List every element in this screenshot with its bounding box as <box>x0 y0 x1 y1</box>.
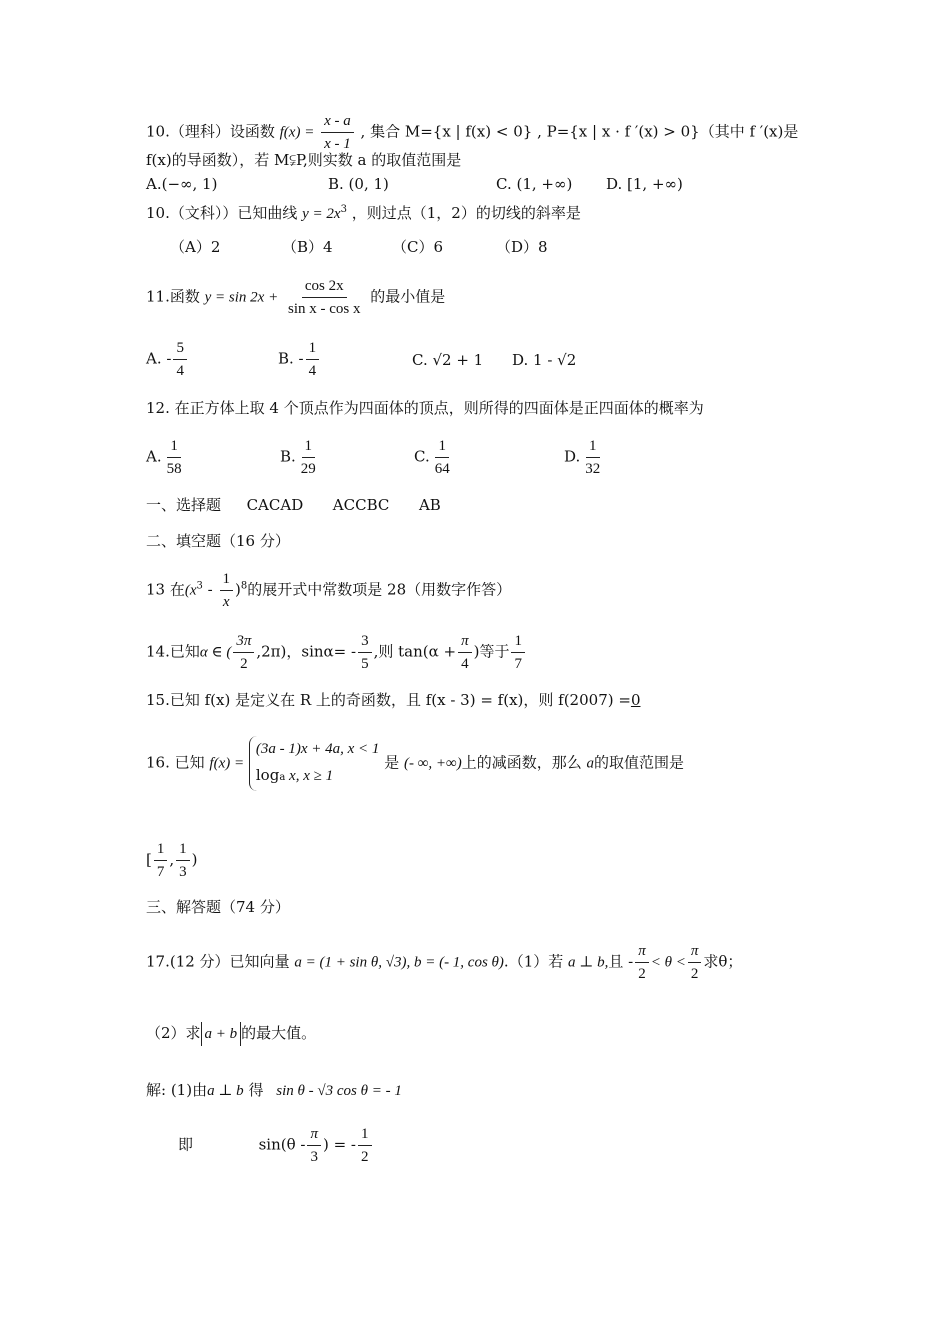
solution-line2: 即 sin(θ - $\frac{\pi}{3}$ ) = - $\frac{1}{2}$ <box>178 1123 374 1168</box>
q10-li-set-p: , P={x | x · f ′(x) > 0}（其中 f ′(x)是 <box>537 122 799 141</box>
section2-title: 二、填空题（16 分） <box>146 532 290 550</box>
q10-li-opt-d: D. [1, +∞) <box>606 175 683 193</box>
q10-li-set-m: , 集合 M={x | f(x) < 0} <box>360 122 533 141</box>
q12-opt-c: C. $\frac{1}{64}$ <box>414 435 564 480</box>
q10-li-opt-c: C. (1, +∞) <box>496 175 573 193</box>
q13-answer: 28 <box>387 580 407 599</box>
q12-opt-b: B. $\frac{1}{29}$ <box>280 435 414 480</box>
section1-line <box>146 495 441 515</box>
q11-opt-a: A. - $\frac{5}{4}$ <box>146 337 278 382</box>
q14-line: 14.已知α ∈ ( $\frac{3\pi}{2}$ ,2π)，sinα= - $\frac{3}{5}$ ,则 tan(α + $\frac{\pi}{4}$ )等于 $\frac{1}{7}$ <box>146 630 527 675</box>
solution-line1: 解: (1)由a ⊥ b 得 sin θ - √3 cos θ = - 1 <box>146 1081 402 1099</box>
q11-expr: y = sin 2x + <box>204 289 279 306</box>
section1-title: 一、选择题 <box>146 496 222 514</box>
q11-opt-b: B. - $\frac{1}{4}$ <box>278 337 412 382</box>
q16-piecewise: (3a - 1)x + 4a, x < 1 loga x, x ≥ 1 <box>249 736 380 791</box>
q17-abs: a + b <box>201 1022 242 1046</box>
q10-wen-label: 10.（文科））已知曲线 <box>146 204 298 222</box>
q11-rest: 的最小值是 <box>370 287 446 306</box>
q10-wen-opt-c: （C）6 <box>392 238 444 256</box>
q15-text: 15.已知 f(x) 是定义在 R 上的奇函数，且 f(x - 3) = f(x)，则 f(2007) = <box>146 691 631 709</box>
q14-answer: $\frac{1}{7}$ <box>511 630 525 675</box>
q10-li-frac: $\frac{x - a}{x - 1}$ <box>321 110 354 155</box>
q12-opt-d: D. $\frac{1}{32}$ <box>564 435 605 480</box>
q11-frac: $\frac{\cos 2x}{\text{sin x - cos x}}$ <box>285 275 364 320</box>
section1-answer-2: ACCBC <box>332 496 390 514</box>
q10-li-opt-b: B. (0, 1) <box>328 175 389 193</box>
q10-wen-curve: y = 2x <box>302 206 341 222</box>
q12-text: 12. 在正方体上取 4 个顶点作为四面体的顶点，则所得的四面体是正四面体的概率为 <box>146 399 704 417</box>
q10-li-options <box>146 174 683 194</box>
solution-eq1: sin θ - √3 cos θ = - 1 <box>276 1083 402 1099</box>
q10-li-line2: f(x)的导函数），若 M⫋P,则实数 a 的取值范围是 <box>146 151 462 169</box>
q17-line2: （2）求 a + b 的最大值。 <box>146 1023 316 1044</box>
q11-line <box>146 275 445 320</box>
q15-line <box>146 690 640 710</box>
q10-li-line1 <box>146 110 798 155</box>
q12-opt-a: A. $\frac{1}{58}$ <box>146 435 280 480</box>
q10-wen-options <box>170 237 548 257</box>
q10-li-opt-a: A.(−∞, 1) <box>146 175 218 193</box>
q13-frac: $\frac{1}{x}$ <box>220 568 234 613</box>
q10-wen-opt-d: （D）8 <box>496 238 548 256</box>
section1-answer-1: CACAD <box>246 496 304 514</box>
q10-li-fx: f(x) = <box>279 124 315 141</box>
q15-answer: 0 <box>630 691 641 709</box>
q11-opt-c: C. √2 + 1 <box>412 350 484 369</box>
q10-wen-opt-b: （B）4 <box>282 238 333 256</box>
q10-wen-exp: 3 <box>340 204 347 215</box>
q16-line: 16. 已知 f(x) = (3a - 1)x + 4a, x < 1 loga x, x ≥ 1 是 (- ∞, +∞)上的减函数，那么 a的取值范围是 <box>146 736 808 791</box>
q11-label: 11.函数 <box>146 287 200 306</box>
q16-answer: [ $\frac{1}{7}$ , $\frac{1}{3}$ ) <box>146 838 198 883</box>
q13-pre: 13 在 <box>146 580 185 599</box>
section1-answer-3: AB <box>418 496 441 514</box>
q10-li-label: 10.（理科）设函数 <box>146 122 275 141</box>
q11-opt-d: D. 1 - √2 <box>512 350 577 369</box>
q10-wen-rest: ，则过点（1，2）的切线的斜率是 <box>351 204 581 222</box>
q11-options <box>146 337 576 382</box>
q12-options <box>146 435 605 480</box>
q17-line1: 17.(12 分）已知向量 a = (1 + sin θ, √3), b = (- 1, cos θ).（1）若 a ⊥ b,且 - $\frac{\pi}{2}$ < θ < $\frac{\pi}{2}$ 求θ； <box>146 940 742 985</box>
q13-line: 13 在($x^3$ - $\frac{1}{x}$ )$^8$的展开式中常数项是 28（用数字作答） <box>146 568 511 613</box>
q10-wen-opt-a: （A）2 <box>170 238 221 256</box>
q10-wen-line <box>146 200 581 224</box>
section3-title: 三、解答题（74 分） <box>146 898 290 916</box>
